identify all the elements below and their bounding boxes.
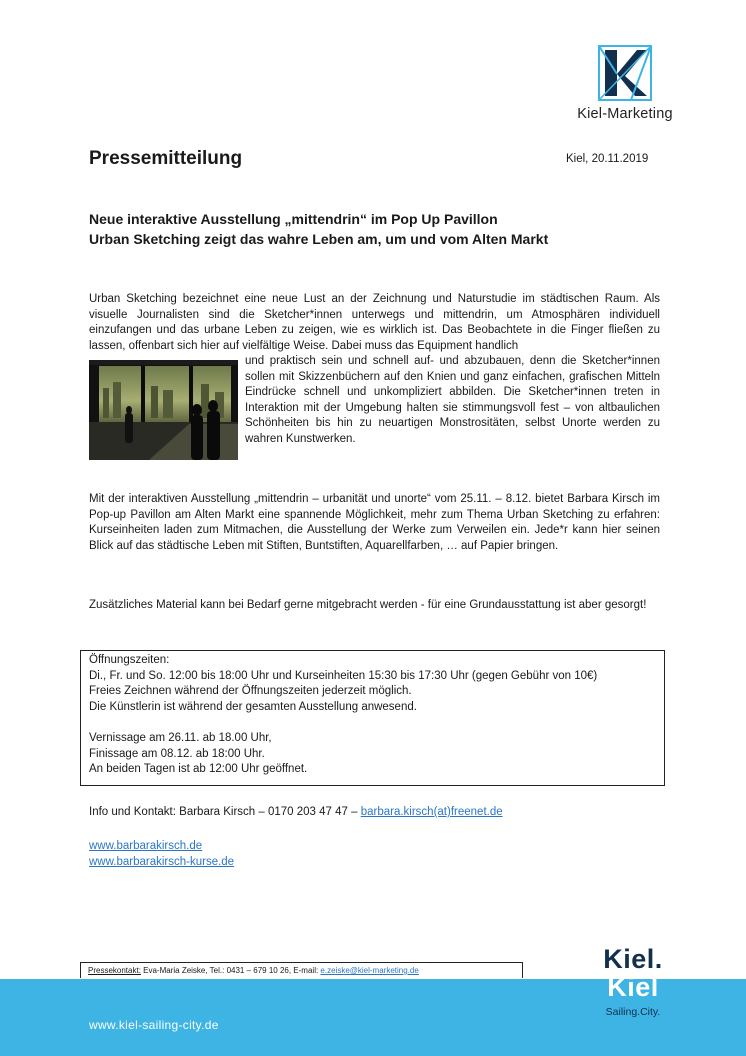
headline-line-1: Neue interaktive Ausstellung „mittendrin“ im Pop Up Pavillon [89, 211, 498, 227]
vernissage-line: Vernissage am 26.11. ab 18.00 Uhr, [89, 731, 272, 744]
kiel-sailing-city-logo [588, 944, 678, 1018]
paragraph-1-side: und praktisch sein und schnell auf- und abzubauen, denn die Sketcher*innen sollen mit Skizzenbüchern auf den Knien und ganz einfachen, grafischen Mitteln Eindrücke schnell und unkompliziert abbilden. Die Sketcher*innen treten in Interaktion mit der Umgebung halten sie stimmungsvoll fest – von altbaulichen Schönheiten bis hin zu neuartigen Monstrositäten, selbst Unorte werden zu wahren Kunstwerken. [245, 355, 660, 445]
headline-line-2: Urban Sketching zeigt das wahre Leben am, um und vom Alten Markt [89, 231, 549, 247]
page-title: Pressemitteilung [89, 148, 243, 169]
kiel-logo-mirror: Kiel [607, 972, 659, 1002]
footer-url: www.kiel-sailing-city.de [89, 1018, 219, 1032]
press-contact-box [80, 962, 523, 978]
hours-heading: Öffnungszeiten: [89, 654, 170, 666]
hours-line: Freies Zeichnen während der Öffnungszeiten jederzeit möglich. [89, 685, 412, 698]
press-contact-email-link[interactable]: e.zeiske@kiel-marketing.de [320, 966, 419, 975]
kiel-tagline: Sailing.City. [605, 1006, 661, 1018]
finissage-line: Finissage am 08.12. ab 18:00 Uhr. [89, 747, 265, 760]
contact-email-link[interactable]: barbara.kirsch(at)freenet.de [360, 806, 503, 818]
kiel-logo-word: Kiel. [603, 944, 663, 974]
brand-name: Kiel-Marketing [577, 106, 673, 122]
headline [89, 209, 669, 249]
hours-line: An beiden Tagen ist ab 12:00 Uhr geöffnet. [89, 763, 308, 776]
press-date: Kiel, 20.11.2019 [566, 153, 649, 165]
hours-line: Di., Fr. und So. 12:00 bis 18:00 Uhr und Kurseinheiten 15:30 bis 17:30 Uhr (gegen Gebühr von 10€) [89, 669, 598, 682]
paragraph-1-top: Urban Sketching bezeichnet eine neue Lust an der Zeichnung und Naturstudie im städtischen Raum. Als visuelle Journalisten sind die Sketcher*innen unterwegs und mittendrin, um Atmosphären individuell einzufangen und das urbane Leben zu zeigen, wie es wirklich ist. Das Beobachtete in die Finger fließen zu lassen, offenbart sich hier auf vielfältige Weise. Dabei muss das Equipment handlich [89, 293, 660, 352]
website-link-1[interactable]: www.barbarakirsch.de [89, 840, 203, 852]
contact-info [89, 806, 503, 818]
opening-hours-box [80, 650, 665, 786]
paragraph-2: Mit der interaktiven Ausstellung „mittendrin – urbanität und unorte“ vom 25.11. – 8.12. bietet Barbara Kirsch im Pop-up Pavillon am Alten Markt eine spannende Möglichkeit, mehr zum Thema Urban Sketching zu erfahren: Kurseinheiten laden zum Mitmachen, die Ausstellung der Werke zum Verweilen ein. Jede*r kann hier seinen Blick auf das städtische Leben mit Stiften, Buntstiften, Aquarellfarben, … auf Papier bringen. [89, 493, 660, 552]
paragraph-3: Zusätzliches Material kann bei Bedarf gerne mitgebracht werden - für eine Grundausstattung ist aber gesorgt! [89, 599, 647, 611]
hours-line: Die Künstlerin ist während der gesamten Ausstellung anwesend. [89, 700, 417, 713]
spacer [89, 715, 656, 731]
kiel-marketing-logo [566, 44, 684, 122]
exhibition-photo [89, 360, 238, 460]
kiel-marketing-k-logo-icon [597, 44, 653, 102]
website-link-2[interactable]: www.barbarakirsch-kurse.de [89, 856, 235, 868]
press-contact-label: Pressekontakt: [88, 966, 141, 975]
contact-text: Info und Kontakt: Barbara Kirsch – 0170 203 47 47 – [89, 806, 361, 818]
press-contact-text: Eva-Maria Zeiske, Tel.: 0431 – 679 10 26, E-mail: [140, 966, 321, 975]
